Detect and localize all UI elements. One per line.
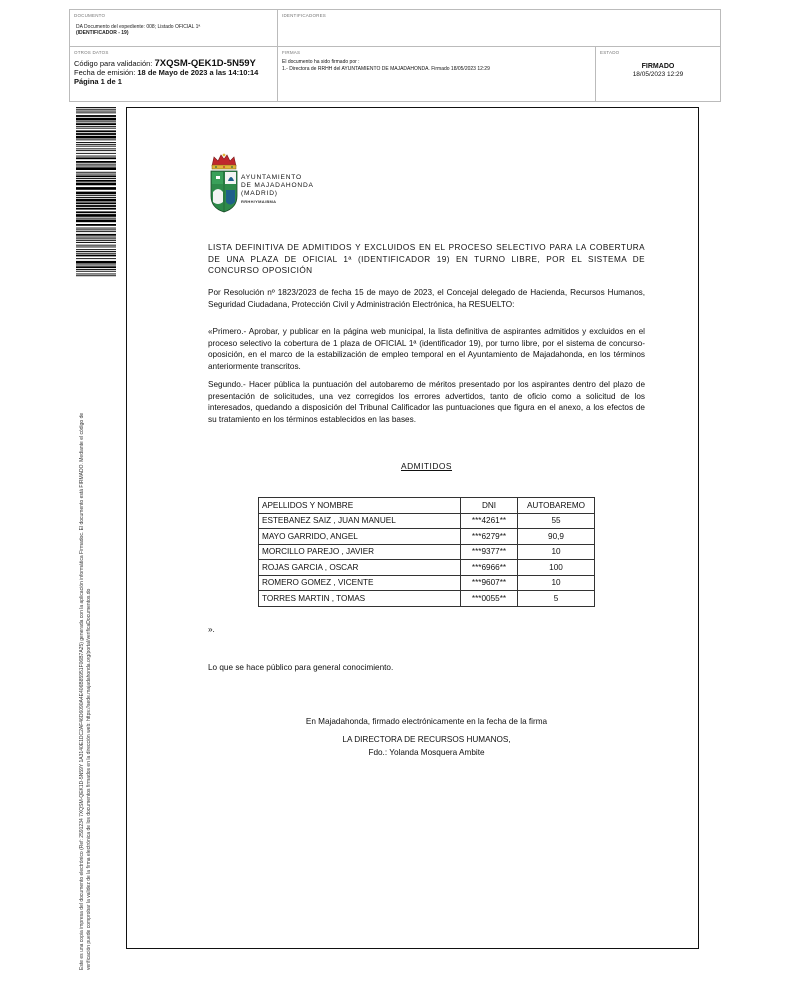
firmas-cell [277,47,595,101]
cell-dni: ***4261** [461,513,518,529]
barcode-bar [76,133,116,135]
barcode-bar [76,258,116,259]
barcode-bar [76,172,116,173]
identificadores-cell [277,10,720,46]
barcode-bar [76,195,116,196]
barcode-bar [76,146,116,147]
estado-date: 18/05/2023 12:29 [632,71,684,78]
barcode-bar [76,174,116,175]
table-row [259,560,595,576]
barcode-bar [76,107,116,108]
firmas-caption: FIRMAS [282,50,301,55]
barcode-bar [76,275,116,276]
barcode-bar [76,265,116,266]
column-header-name: APELLIDOS Y NOMBRE [259,498,461,514]
barcode-bar [76,128,116,129]
table-row [259,591,595,607]
signature-block [208,734,645,759]
paragraph-resolution: Por Resolución nº 1823/2023 de fecha 15 de mayo de 2023, el Concejal delegado de Hacienda, Recursos Humanos, Seguridad Ciudadana, Protección Civil y Administración Electrónica, ha RESUELTO: [208,288,645,309]
otros-datos-caption: OTROS DATOS [74,50,109,55]
barcode-bar [76,118,116,121]
cell-dni: ***6279** [461,529,518,545]
barcode-bar [76,187,116,190]
table-row [259,529,595,545]
table-row [259,513,595,529]
barcode-bar [76,167,116,170]
barcode-bar [76,112,116,113]
document-title: LISTA DEFINITIVA DE ADMITIDOS Y EXCLUIDOS EN EL PROCESO SELECTIVO PARA LA COBERTURA DE UNA PLAZA DE OFICIAL 1ª (IDENTIFICADOR 19) EN TURNO LIBRE, POR EL SISTEMA DE CONCURSO OPOSICIÓN [208,243,645,276]
barcode-bar [76,220,116,223]
barcode-bar [76,229,116,230]
column-header-autobaremo: AUTOBAREMO [518,498,595,514]
table-header-row [259,498,595,514]
barcode-bar [76,197,116,198]
barcode-bar [76,237,116,238]
firmas-text: El documento ha sido firmado por : 1.- Directora de RRHH del AYUNTAMIENTO DE MAJADAHONDA. Firmado 18/05/2023 12:29 [282,59,490,72]
barcode-bar [76,139,116,140]
documento-caption: DOCUMENTO [74,13,106,18]
barcode-bar [76,157,116,159]
barcode-bar [76,199,116,202]
barcode-bar [76,240,116,241]
table-row [259,575,595,591]
cell-score: 100 [518,560,595,576]
cell-dni: ***6966** [461,560,518,576]
estado-cell [595,47,720,101]
barcode-bar [76,166,116,167]
barcode-bar [76,178,116,179]
barcode-bar [76,251,116,252]
barcode-bar [76,205,116,207]
barcode-bar [76,111,116,112]
column-header-dni: DNI [461,498,518,514]
barcode-bar [76,192,116,195]
cell-dni: ***9377** [461,544,518,560]
cell-name: ROJAS GARCIA , OSCAR [259,560,461,576]
page-number: Página 1 de 1 [74,77,122,86]
cell-name: ROMERO GOMEZ , VICENTE [259,575,461,591]
barcode-bar [76,161,116,163]
admitidos-heading: ADMITIDOS [400,461,453,471]
barcode-bar [76,153,116,154]
cell-name: MORCILLO PAREJO , JAVIER [259,544,461,560]
cell-dni: ***9607** [461,575,518,591]
barcode-bar [76,242,116,243]
municipal-crest-logo [208,152,240,214]
paragraph-segundo: Segundo.- Hacer pública la puntuación del autobaremo de méritos presentado por los aspirantes dentro del plazo de presentación de solicitudes, una vez corregidos los errores advertidos, tanto de oficio como a solicitud de los interesados, quedando a disposición del Tribunal Calificador las puntuaciones que figura en el anexo, a los efectos de su tratamiento en los términos establecidos en las bases. [208,380,645,424]
barcode [76,107,116,277]
barcode-bar [76,115,116,117]
admitidos-table [258,497,595,607]
cell-name: ESTEBANEZ SAIZ , JUAN MANUEL [259,513,461,529]
barcode-bar [76,148,116,149]
barcode-bar [76,247,116,248]
cell-score: 10 [518,544,595,560]
barcode-bar [76,180,116,182]
barcode-bar [76,130,116,132]
barcode-bar [76,164,116,165]
otros-datos-cell [70,47,277,101]
cell-score: 55 [518,513,595,529]
public-notice: Lo que se hace público para general conocimiento. [208,663,394,672]
emission-date: 18 de Mayo de 2023 a las 14:10:14 [137,68,259,77]
cell-score: 5 [518,591,595,607]
barcode-bar [76,274,116,275]
estado-value: FIRMADO [641,63,675,70]
barcode-bar [76,261,116,264]
cell-score: 10 [518,575,595,591]
barcode-bar [76,255,116,257]
signature-place: En Majadahonda, firmado electrónicamente en la fecha de la firma [305,717,548,726]
validation-block [74,59,258,86]
barcode-bar [76,142,116,143]
barcode-bar [76,136,116,139]
barcode-bar [76,271,116,272]
barcode-bar [76,156,116,157]
barcode-bar [76,126,116,127]
barcode-bar [76,121,116,122]
barcode-bar [76,266,116,268]
reference-code: RRHH/YMA/BMA [241,199,277,204]
documento-description: DA Documento del expediente: 008; Listado OFICIAL 1ª (IDENTIFICADOR - 19) [76,24,201,36]
estado-caption: ESTADO [600,50,620,55]
barcode-bar [76,144,116,145]
identificadores-caption: IDENTIFICADORES [282,13,327,18]
barcode-bar [76,218,116,219]
closing-mark: ». [208,625,215,634]
estado-block [596,63,720,79]
documento-cell [70,10,277,46]
barcode-bar [76,238,116,239]
emission-label: Fecha de emisión: [74,68,136,77]
verification-side-text: Este es una copia impresa del documento electrónico (Ref: 2591234 7XQSM-QEK1D-5N59Y 1A3140E1DC2AF46D6090A4E406B85951F06B7A25) generada con la aplicación informática Firmadoc. El documento está FIRMADO. Mediante el código de verificación puede comprobar la validez de la firma electrónica de los documentos firmados en la dirección web: https://sede.majadahonda.org/portal/verificaDocumentos.do [79,412,92,970]
barcode-bar [76,183,116,186]
barcode-bar [76,175,116,177]
barcode-bar [76,208,116,210]
cell-name: TORRES MARTIN , TOMAS [259,591,461,607]
cell-dni: ***0055** [461,591,518,607]
barcode-bar [76,228,116,229]
municipality-name: AYUNTAMIENTO DE MAJADAHONDA (MADRID) RRHH/YMA/BMA [241,174,314,204]
cell-name: MAYO GARRIDO, ANGEL [259,529,461,545]
cell-score: 90,9 [518,529,595,545]
signature-name: Fdo.: Yolanda Mosquera Ambite [368,747,485,757]
validation-label: Código para validación: [74,59,153,68]
barcode-bar [76,245,116,246]
barcode-bar [76,234,116,236]
barcode-bar [76,109,116,110]
paragraph-primero: «Primero.- Aprobar, y publicar en la página web municipal, la lista definitiva de aspirantes admitidos y excluidos en el proceso selectivo la cobertura de 1 plaza de OFICIAL 1ª (identificador 19), por turno libre, por el sistema de concurso-oposición, en el marco de la estabilización de empleo temporal en el Ayuntamiento de Majadahonda, en los términos anteriormente transcritos. [208,327,645,371]
validation-code: 7XQSM-QEK1D-5N59Y [154,58,256,69]
barcode-bar [76,224,116,226]
barcode-bar [76,211,116,213]
barcode-bar [76,214,116,217]
barcode-bar [76,123,116,125]
barcode-bar [76,253,116,254]
barcode-bar [76,202,116,204]
barcode-bar [76,269,116,270]
barcode-bar [76,249,116,250]
table-row [259,544,595,560]
signature-role: LA DIRECTORA DE RECURSOS HUMANOS, [342,735,511,744]
barcode-bar [76,231,116,232]
barcode-bar [76,150,116,151]
document-header [69,9,721,102]
